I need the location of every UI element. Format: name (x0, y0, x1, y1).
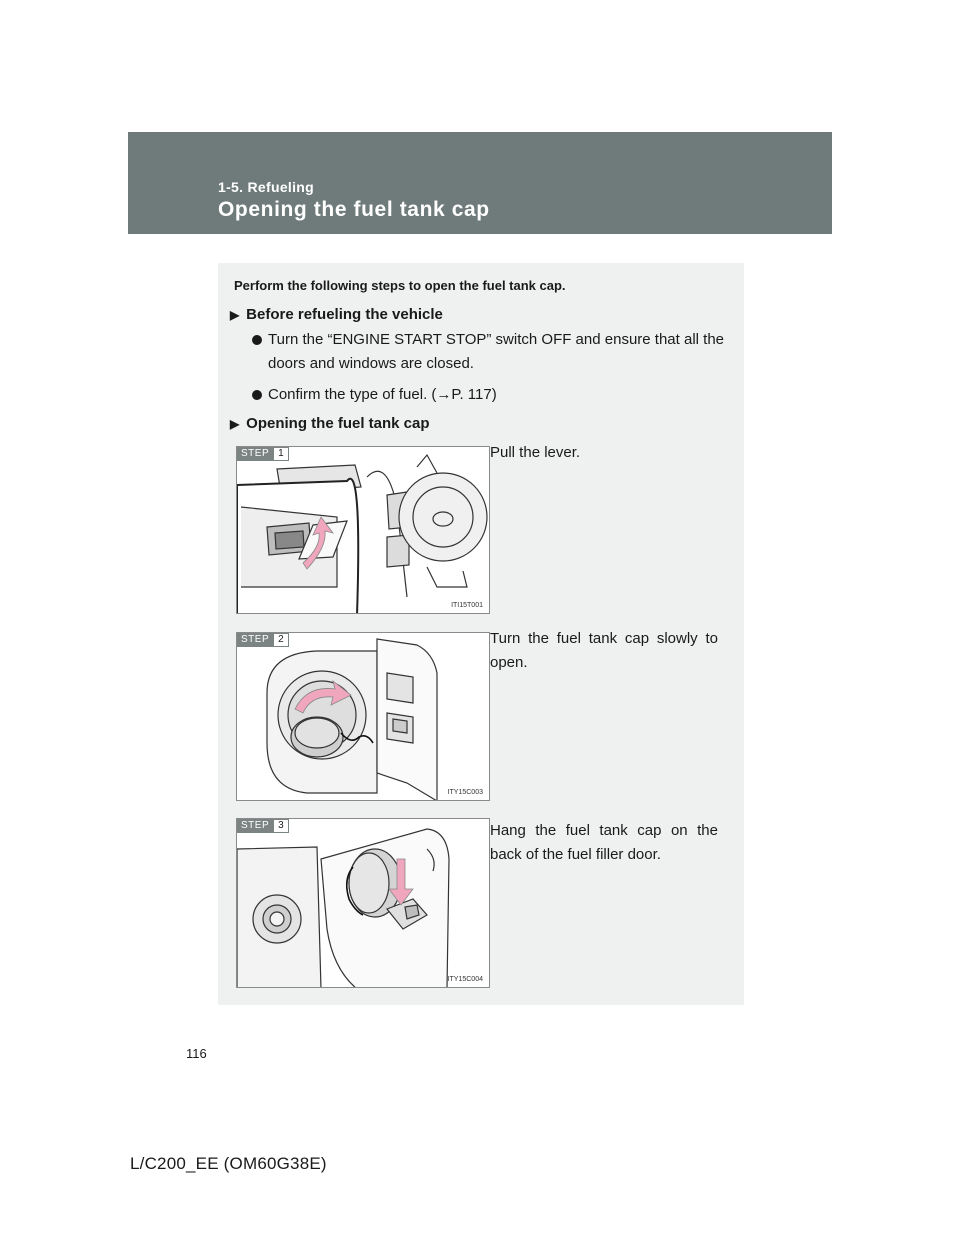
page-number: 116 (186, 1046, 207, 1061)
bullet-dot-icon (252, 335, 262, 345)
step-badge-number: 2 (273, 633, 289, 647)
step-3-text: Hang the fuel tank cap on the back of the fuel filler door. (490, 822, 718, 863)
step-2-text: Turn the fuel tank cap slowly to open. (490, 630, 718, 671)
dashboard-lever-illustration (237, 447, 490, 614)
step-2-figure (236, 632, 490, 801)
sub-heading-before-refueling (230, 306, 443, 323)
fuel-cap-hang-illustration (237, 819, 490, 988)
step-badge-label: STEP (237, 819, 273, 833)
triangle-right-icon: ▶ (230, 417, 240, 431)
figure-code: ITY15C004 (447, 976, 483, 983)
page-header (128, 132, 832, 234)
fuel-cap-turn-illustration (237, 633, 490, 801)
bullet-text: Turn the “ENGINE START STOP” switch OFF and ensure that all the doors and windows are closed. (268, 331, 724, 372)
sub-heading-opening-cap (230, 415, 430, 432)
page-title: Opening the fuel tank cap (218, 198, 490, 221)
intro-text: Perform the following steps to open the fuel tank cap. (234, 278, 566, 293)
step-3-figure (236, 818, 490, 988)
step-badge-number: 3 (273, 819, 289, 833)
figure-code: ITY15C003 (447, 789, 483, 796)
triangle-right-icon: ▶ (230, 308, 240, 322)
step-badge-number: 1 (273, 447, 289, 461)
step-badge (237, 819, 289, 833)
figure-code: ITI15T001 (451, 602, 483, 609)
step-1-figure (236, 446, 490, 614)
step-badge (237, 633, 289, 647)
step-1-text: Pull the lever. (490, 444, 581, 461)
step-badge (237, 447, 289, 461)
step-badge-label: STEP (237, 633, 273, 647)
content-panel (218, 263, 744, 1005)
sub-heading-label: Opening the fuel tank cap (246, 415, 430, 432)
step-badge-label: STEP (237, 447, 273, 461)
bullet-text: Confirm the type of fuel. (→P. 117) (268, 386, 497, 403)
section-label: 1-5. Refueling (218, 179, 314, 195)
bullet-item (252, 383, 732, 407)
bullet-item (252, 328, 732, 376)
sub-heading-label: Before refueling the vehicle (246, 306, 443, 323)
footer-code: L/C200_EE (OM60G38E) (130, 1154, 327, 1173)
bullet-dot-icon (252, 390, 262, 400)
